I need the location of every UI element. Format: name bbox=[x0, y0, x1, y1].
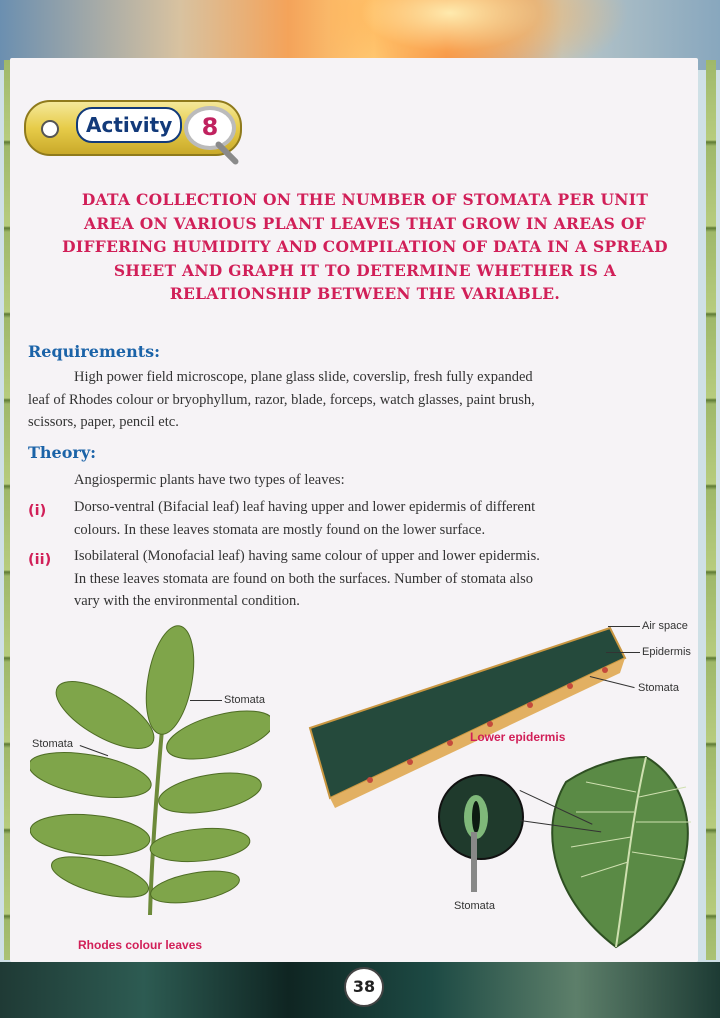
theory-heading: Theory: bbox=[28, 443, 97, 462]
theory-intro: Angiospermic plants have two types of leaves: bbox=[74, 472, 345, 488]
caption-rhodes-leaves: Rhodes colour leaves bbox=[78, 938, 203, 952]
label-air-space: Air space bbox=[642, 620, 688, 632]
requirements-text bbox=[28, 366, 688, 434]
theory-item-line: vary with the environmental condition. bbox=[74, 593, 300, 609]
activity-title bbox=[60, 188, 670, 306]
theory-item bbox=[74, 545, 688, 613]
label-stomata-right: Stomata bbox=[638, 682, 679, 694]
page-number: 38 bbox=[344, 967, 384, 1007]
theory-item-line: In these leaves stomata are found on both the surfaces. Number of stomata also bbox=[74, 570, 534, 587]
leader-line bbox=[190, 700, 222, 701]
title-line: AREA ON VARIOUS PLANT LEAVES THAT GROW IN AREAS OF bbox=[84, 213, 646, 233]
theory-item-line: colours. In these leaves stomata are mostly found on the lower surface. bbox=[74, 521, 486, 538]
caption-lower-epidermis: Lower epidermis bbox=[470, 730, 566, 744]
leader-line bbox=[608, 626, 640, 627]
rhodes-leaves-illustration bbox=[30, 625, 270, 915]
dorsoventral-leaf-illustration bbox=[536, 752, 706, 952]
label-stomata-left: Stomata bbox=[32, 738, 73, 750]
item-numeral: (i) bbox=[28, 503, 47, 519]
activity-label: Activity bbox=[76, 107, 182, 143]
label-stomata-bottom: Stomata bbox=[454, 900, 495, 912]
title-line: RELATIONSHIP BETWEEN THE VARIABLE. bbox=[169, 284, 561, 303]
item-numeral: (ii) bbox=[28, 552, 52, 568]
tag-hole-icon bbox=[41, 120, 59, 138]
theory-item-line: Isobilateral (Monofacial leaf) having same colour of upper and lower epidermis. bbox=[74, 548, 540, 564]
title-line: DATA COLLECTION ON THE NUMBER OF STOMATA PER UNIT bbox=[81, 190, 649, 209]
title-line: SHEET AND GRAPH IT TO DETERMINE WHETHER IS A bbox=[113, 260, 617, 280]
label-stomata-top: Stomata bbox=[224, 694, 265, 706]
requirements-line: leaf of Rhodes colour or bryophyllum, razor, blade, forceps, watch glasses, paint brush, bbox=[28, 391, 535, 408]
leader-line bbox=[606, 652, 640, 653]
requirements-line: High power field microscope, plane glass slide, coverslip, fresh fully expanded bbox=[74, 369, 533, 385]
bamboo-border-right bbox=[706, 60, 716, 960]
theory-item bbox=[74, 496, 688, 541]
title-line: DIFFERING HUMIDITY AND COMPILATION OF DATA IN A SPREAD bbox=[62, 237, 668, 256]
theory-item-line: Dorso-ventral (Bifacial leaf) leaf having upper and lower epidermis of different bbox=[74, 499, 536, 515]
label-epidermis: Epidermis bbox=[642, 646, 691, 658]
activity-number: 8 bbox=[201, 113, 219, 141]
requirements-line: scissors, paper, pencil etc. bbox=[28, 414, 179, 430]
requirements-heading: Requirements: bbox=[28, 342, 161, 361]
